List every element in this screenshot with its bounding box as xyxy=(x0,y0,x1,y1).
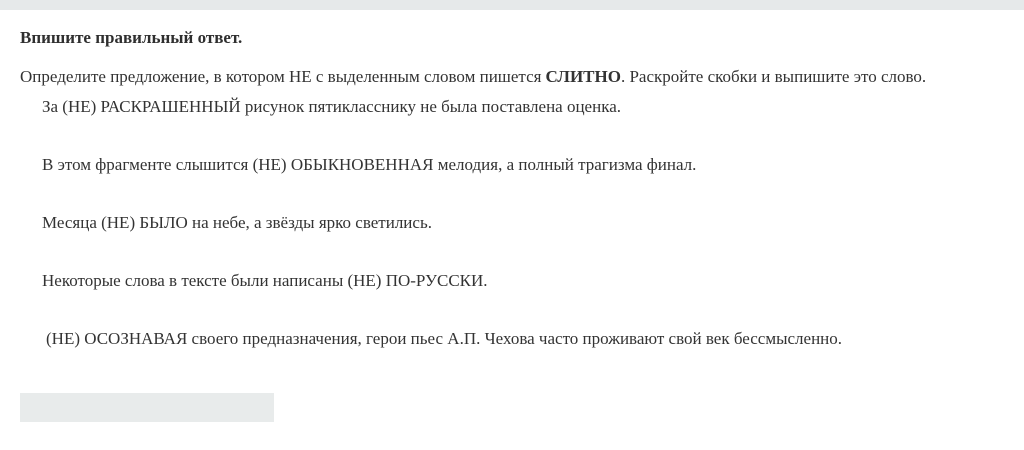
instruction-text: Определите предложение, в котором НЕ с выделенным словом пишется xyxy=(20,67,542,86)
sentence-option: За (НЕ) РАСКРАШЕННЫЙ рисунок пятикласснику не была поставлена оценка. xyxy=(42,97,621,116)
task-instruction xyxy=(20,67,926,87)
instruction-keyword: СЛИТНО xyxy=(545,67,621,86)
sentence-option: (НЕ) ОСОЗНАВАЯ своего предназначения, герои пьес А.П. Чехова часто проживают свой век бессмысленно. xyxy=(46,329,843,348)
sentence-option: Месяца (НЕ) БЫЛО на небе, а звёзды ярко светились. xyxy=(42,213,432,232)
answer-input[interactable] xyxy=(20,393,274,422)
sentence-option: Некоторые слова в тексте были написаны (НЕ) ПО-РУССКИ. xyxy=(42,271,488,290)
instruction-text-end: . Раскройте скобки и выпишите это слово. xyxy=(620,67,927,86)
sentence-option: В этом фрагменте слышится (НЕ) ОБЫКНОВЕННАЯ мелодия, а полный трагизма финал. xyxy=(42,155,697,174)
top-bar xyxy=(0,0,1024,10)
task-title: Впишите правильный ответ. xyxy=(20,28,243,47)
